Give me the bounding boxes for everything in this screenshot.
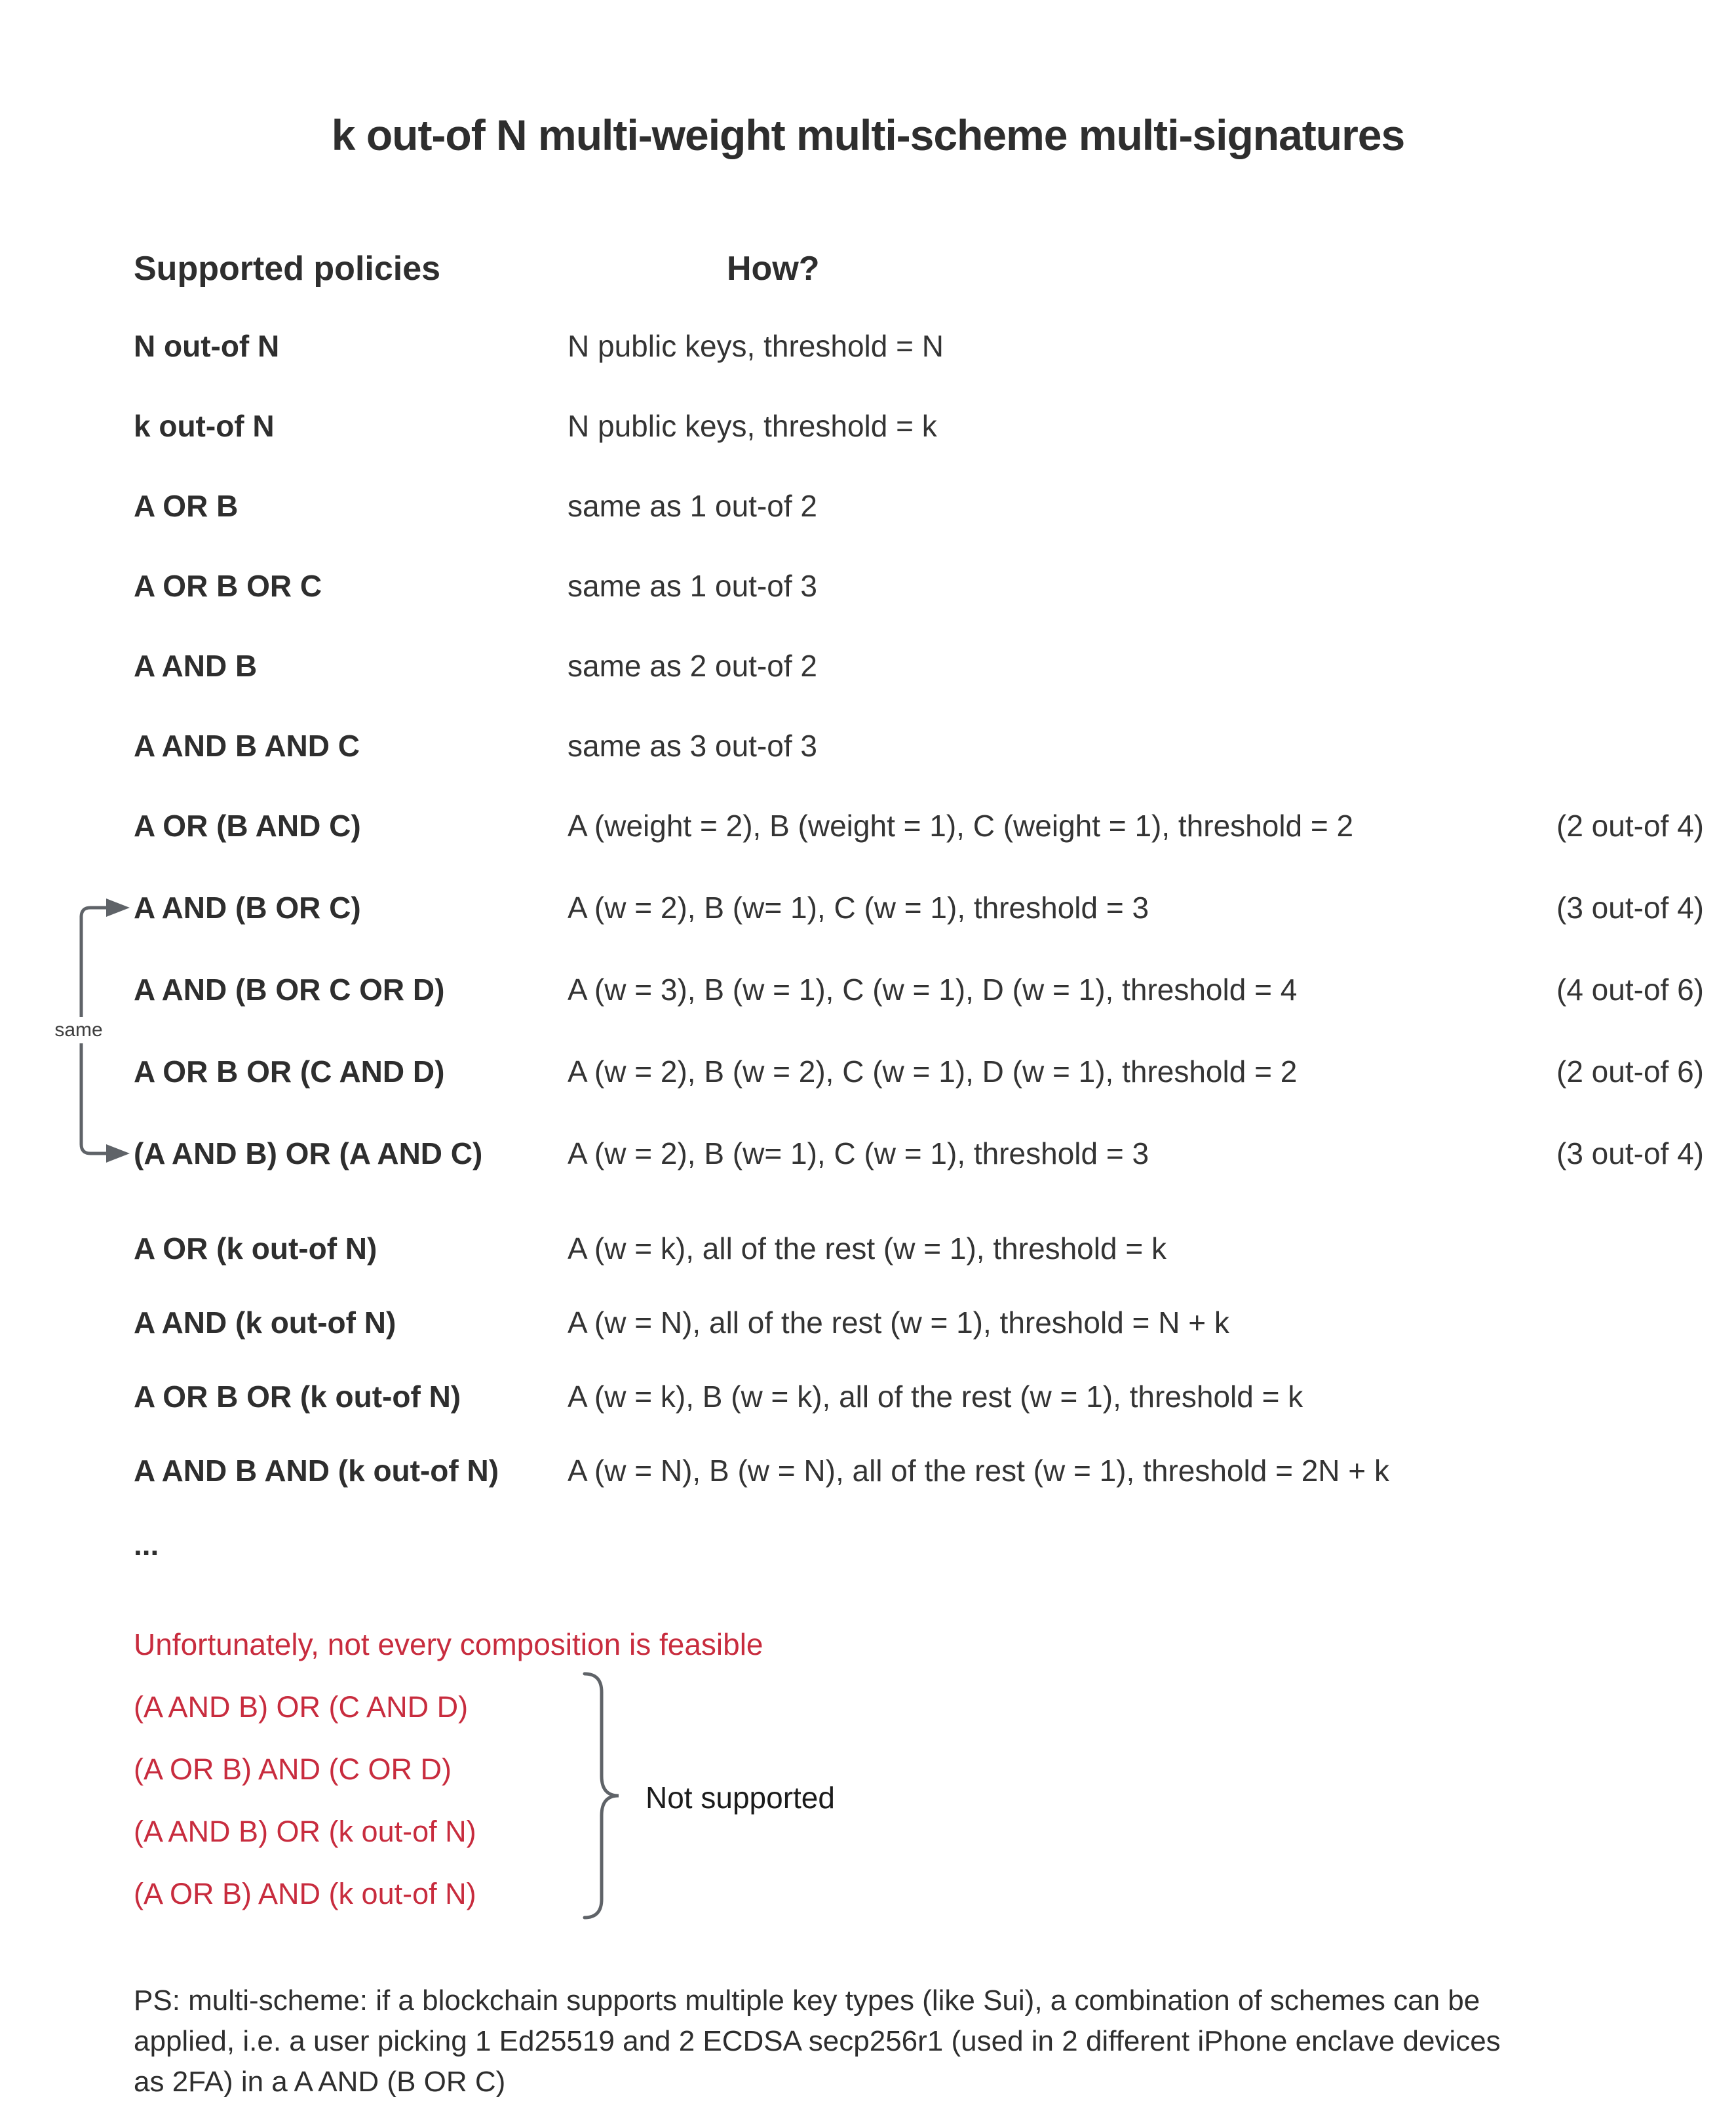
policy-cell: A OR B OR (C AND D) xyxy=(134,1054,445,1089)
table-row xyxy=(134,811,1704,841)
infeasible-item: (A AND B) OR (k out-of N) xyxy=(134,1815,476,1848)
how-text: A (w = 2), B (w= 1), C (w = 1), threshold = 3 xyxy=(568,1136,1149,1170)
ps-line: applied, i.e. a user picking 1 Ed25519 and 2 ECDSA secp256r1 (used in 2 different iPhone enclave devices xyxy=(134,2025,1501,2057)
table-row xyxy=(134,731,1704,761)
policy-cell: A AND B xyxy=(134,649,258,683)
table-row xyxy=(134,491,1704,521)
ps-line: PS: multi-scheme: if a blockchain supports multiple key types (like Sui), a combination of schemes can be xyxy=(134,1984,1480,2017)
table-row xyxy=(134,411,1704,441)
header-supported-policies: Supported policies xyxy=(134,250,441,288)
policy-cell: A AND (B OR C) xyxy=(134,891,361,925)
table-row xyxy=(134,1456,1704,1486)
infeasible-item: (A AND B) OR (C AND D) xyxy=(134,1690,469,1724)
policy-cell: A AND B AND C xyxy=(134,729,360,763)
ps-line: as 2FA) in a A AND (B OR C) xyxy=(134,2066,506,2098)
table-row xyxy=(134,571,1704,601)
how-text: N public keys, threshold = k xyxy=(568,409,937,443)
table-row xyxy=(134,1056,1704,1087)
how-cell xyxy=(568,331,1704,361)
how-cell xyxy=(568,811,1704,841)
how-cell xyxy=(568,1456,1704,1486)
how-note: (2 out-of 4) xyxy=(1556,809,1704,843)
how-text: A (w = k), B (w = k), all of the rest (w = 1), threshold = k xyxy=(568,1380,1303,1414)
how-note: (3 out-of 4) xyxy=(1556,1136,1704,1170)
policy-cell: (A AND B) OR (A AND C) xyxy=(134,1136,483,1170)
how-cell xyxy=(568,975,1704,1005)
how-text: same as 1 out-of 3 xyxy=(568,569,817,603)
policy-cell: A AND B AND (k out-of N) xyxy=(134,1454,499,1488)
policy-table xyxy=(134,331,1704,1530)
policy-cell: A OR B OR C xyxy=(134,569,322,603)
slide-title: k out-of N multi-weight multi-scheme multi-signatures xyxy=(331,111,1405,159)
table-row xyxy=(134,651,1704,681)
infeasible-heading: Unfortunately, not every composition is feasible xyxy=(134,1627,763,1661)
how-text: A (w = 2), B (w = 2), C (w = 1), D (w = 1), threshold = 2 xyxy=(568,1054,1298,1089)
how-cell xyxy=(568,491,1704,521)
table-row xyxy=(134,975,1704,1005)
how-text: A (weight = 2), B (weight = 1), C (weight = 1), threshold = 2 xyxy=(568,809,1354,843)
policy-cell: A OR B OR (k out-of N) xyxy=(134,1380,461,1414)
how-note: (4 out-of 6) xyxy=(1556,973,1704,1007)
infeasible-item: (A OR B) AND (C OR D) xyxy=(134,1752,452,1786)
how-text: same as 2 out-of 2 xyxy=(568,649,817,683)
how-cell xyxy=(568,1307,1704,1338)
policy-cell: A AND (B OR C OR D) xyxy=(134,973,445,1007)
policy-cell: A OR B xyxy=(134,489,239,523)
how-note: (2 out-of 6) xyxy=(1556,1054,1704,1089)
how-cell xyxy=(568,411,1704,441)
policy-cell: N out-of N xyxy=(134,329,280,363)
how-cell xyxy=(568,731,1704,761)
ps-note xyxy=(134,1981,1680,2102)
how-cell xyxy=(568,651,1704,681)
how-text: A (w = k), all of the rest (w = 1), threshold = k xyxy=(568,1231,1167,1266)
how-text: A (w = 2), B (w= 1), C (w = 1), threshold = 3 xyxy=(568,891,1149,925)
not-supported-label: Not supported xyxy=(646,1781,835,1815)
policy-cell: A OR (B AND C) xyxy=(134,809,361,843)
table-row xyxy=(134,1382,1704,1412)
curly-brace-icon xyxy=(570,1658,629,1933)
policy-cell: A OR (k out-of N) xyxy=(134,1231,377,1266)
policy-cell: k out-of N xyxy=(134,409,275,443)
infeasible-item: (A OR B) AND (k out-of N) xyxy=(134,1877,476,1910)
how-text: A (w = 3), B (w = 1), C (w = 1), D (w = 1), threshold = 4 xyxy=(568,973,1298,1007)
arrow-right-icon xyxy=(106,899,130,917)
how-cell xyxy=(568,1138,1704,1169)
table-row xyxy=(134,1138,1704,1169)
how-cell xyxy=(568,1382,1704,1412)
table-row xyxy=(134,1307,1704,1338)
how-text: A (w = N), all of the rest (w = 1), threshold = N + k xyxy=(568,1305,1229,1340)
policy-cell: A AND (k out-of N) xyxy=(134,1305,396,1340)
table-row xyxy=(134,331,1704,361)
header-how: How? xyxy=(727,250,820,288)
table-row xyxy=(134,893,1704,923)
how-cell xyxy=(568,893,1704,923)
infeasible-list xyxy=(134,1690,476,1942)
how-text: same as 1 out-of 2 xyxy=(568,489,817,523)
how-cell xyxy=(568,571,1704,601)
how-text: same as 3 out-of 3 xyxy=(568,729,817,763)
same-label: same xyxy=(36,1017,121,1043)
how-cell xyxy=(568,1233,1704,1264)
how-cell xyxy=(568,1056,1704,1087)
table-row xyxy=(134,1233,1704,1264)
ellipsis-row: ... xyxy=(134,1528,159,1562)
how-note: (3 out-of 4) xyxy=(1556,891,1704,925)
how-text: A (w = N), B (w = N), all of the rest (w = 1), threshold = 2N + k xyxy=(568,1454,1389,1488)
how-text: N public keys, threshold = N xyxy=(568,329,944,363)
arrow-right-icon xyxy=(106,1144,130,1163)
